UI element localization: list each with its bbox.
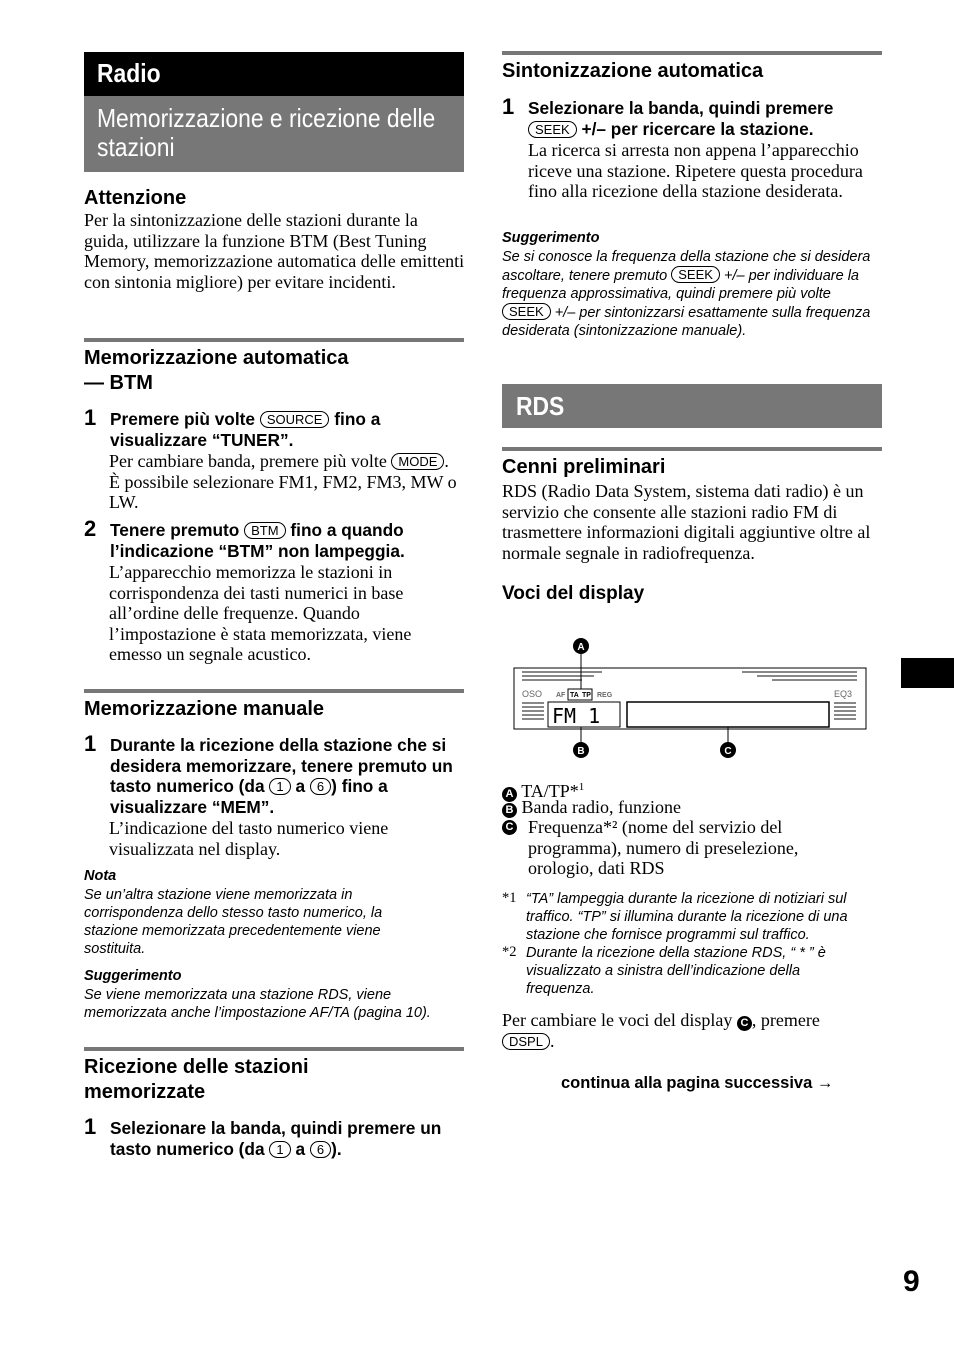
attention-heading: Attenzione	[84, 187, 187, 209]
step-number: 2	[84, 516, 97, 541]
step-text: Selezionare la banda, quindi premere un tasto numerico (da	[110, 1118, 442, 1159]
marker-a-label: A	[577, 642, 585, 653]
sugg-heading: Suggerimento	[84, 968, 182, 984]
source-key: SOURCE	[260, 411, 330, 428]
body-text: .	[549, 1031, 555, 1051]
step-text: fino a quando l’indicazione “BTM” non lampeggia.	[110, 520, 405, 561]
marker-c: C	[502, 820, 517, 835]
seek-key: SEEK	[671, 266, 720, 283]
btm-heading-2: — BTM	[84, 372, 153, 394]
step-text: visualizzare “TUNER”.	[110, 429, 294, 450]
recall-heading-2: memorizzate	[84, 1081, 206, 1103]
manual-step1	[110, 735, 464, 817]
key-1: 1	[269, 1141, 290, 1158]
fn2-mark: *2	[502, 944, 517, 960]
body-text: , premere	[751, 1010, 820, 1030]
manual-step1-body: L’indicazione del tasto numerico viene visualizzata nel display.	[109, 818, 389, 859]
marker-b-label: B	[577, 746, 585, 757]
step-number: 1	[84, 731, 97, 756]
arrow-right-icon: →	[816, 1074, 834, 1092]
sugg-heading: Suggerimento	[502, 230, 600, 246]
display-oso: OSO	[522, 689, 543, 699]
seek-key: SEEK	[502, 303, 551, 320]
recall-step1	[110, 1118, 464, 1159]
step-number: 1	[84, 1114, 97, 1139]
continue-text: continua alla pagina successiva	[561, 1074, 813, 1092]
cenni-heading: Cenni preliminari	[502, 456, 666, 478]
display-reg: REG	[597, 692, 613, 699]
body-text: Per cambiare le voci del display	[502, 1010, 733, 1030]
btm-step1	[110, 409, 464, 450]
legend-text: TA/TP*	[521, 781, 579, 801]
btm-step2	[110, 520, 464, 561]
divider	[84, 338, 464, 342]
nota-text: Se un’altra stazione viene memorizzata in corrispondenza dello stesso tasto numerico, la stazione memorizzata precedentemente viene sostituita.	[84, 887, 383, 957]
manual-heading: Memorizzazione manuale	[84, 698, 325, 720]
seek-key: SEEK	[528, 121, 577, 138]
dspl-key: DSPL	[502, 1033, 550, 1050]
sugg-text: Se viene memorizzata una stazione RDS, viene memorizzata anche l’impostazione AF/TA (pagina 10).	[84, 987, 431, 1021]
rds-title: RDS	[516, 391, 565, 421]
display-diagram	[502, 630, 882, 765]
btm-step1-body	[109, 451, 464, 513]
display-fm1: FM 1	[552, 704, 601, 728]
attention-text: Per la sintonizzazione delle stazioni durante la guida, utilizzare la funzione BTM (Best Tuning Memory, memorizzazione automatica delle emittenti con sintonia migliore) per evitare incidenti.	[84, 210, 465, 292]
legend-sup: 1	[578, 781, 585, 793]
nota-heading: Nota	[84, 868, 117, 884]
display-tp: TP	[582, 692, 591, 699]
display-ta: TA	[570, 692, 579, 699]
section-tab	[901, 658, 954, 688]
legend-c	[502, 817, 842, 879]
change-display-text	[502, 1010, 884, 1052]
divider	[84, 1047, 464, 1051]
step-text: fino a	[334, 409, 381, 429]
legend-text: Frequenza*² (nome del servizio del programma), numero di preselezione, orologio, dati RDS	[528, 817, 799, 878]
step-text: Durante la ricezione della stazione che si desidera memorizzare, tenere premuto un tasto numerico (da	[110, 735, 453, 796]
radio-title-bar	[84, 52, 464, 96]
section-title: Memorizzazione e ricezione delle stazioni	[97, 103, 436, 162]
key-6: 6	[310, 1141, 331, 1158]
note-text: Se si conosce la frequenza della stazione che si desidera ascoltare, tenere premuto	[502, 249, 871, 284]
rds-title-bar	[502, 384, 882, 428]
marker-c-label: C	[724, 746, 732, 757]
legend-b	[502, 797, 832, 818]
note-text: +/– per individuare la frequenza approssimativa, quindi premere più volte	[502, 268, 860, 302]
marker-c: C	[737, 1016, 752, 1031]
auto-heading: Sintonizzazione automatica	[502, 60, 764, 82]
page-number: 9	[903, 1265, 920, 1298]
fn1-mark: *1	[502, 890, 517, 906]
section-title-bar	[84, 96, 464, 172]
btm-step2-body: L’apparecchio memorizza le stazioni in corrispondenza dei tasti numerici in base all’ordine delle frequenze. Quando l’impostazione è stata memorizzata, viene emesso un segnale acustico.	[109, 562, 412, 664]
btm-key: BTM	[244, 522, 285, 539]
auto-step1-body: La ricerca si arresta non appena l’apparecchio riceve una stazione. Ripetere questa procedura fino alla ricezione della stazione desiderata.	[528, 140, 863, 201]
continue-note	[561, 1074, 833, 1093]
marker-b: B	[502, 803, 517, 818]
step-text: ).	[331, 1138, 342, 1159]
cenni-text: RDS (Radio Data System, sistema dati radio) è un servizio che consente alle stazioni radio FM di trasmettere informazioni digitali aggiuntive oltre al normale segnale in radiofrequenza.	[502, 481, 871, 563]
display-eq3: EQ3	[834, 689, 853, 699]
mode-key: MODE	[391, 453, 444, 470]
body-text: . È possibile selezionare FM1, FM2, FM3, MW o LW.	[109, 451, 457, 512]
sugg-text	[502, 248, 872, 340]
display-af: AF	[556, 692, 566, 699]
btm-heading-1: Memorizzazione automatica	[84, 347, 349, 369]
legend-text: Banda radio, funzione	[521, 797, 681, 817]
step-text: a	[295, 1138, 306, 1159]
key-6: 6	[310, 778, 331, 795]
divider	[84, 689, 464, 693]
step-text: Tenere premuto	[110, 520, 240, 540]
step-number: 1	[84, 405, 97, 430]
radio-title: Radio	[97, 58, 161, 88]
step-text: ) fino a visualizzare “MEM”.	[110, 776, 388, 817]
auto-step1	[528, 98, 882, 139]
step-text: Selezionare la banda, quindi premere	[528, 98, 834, 118]
step-text: a	[295, 776, 306, 796]
step-text: +/– per ricercare la stazione.	[581, 118, 814, 139]
fn2-text: Durante la ricezione della stazione RDS, “ * ” è visualizzato a sinistra dell’indicazione della frequenza.	[526, 945, 826, 997]
fn1-text: “TA” lampeggia durante la ricezione di notiziari sul traffico. “TP” si illumina durante la ricezione di una stazione che fornisce programmi sul traffico.	[526, 891, 848, 943]
key-1: 1	[269, 778, 290, 795]
note-text: +/– per sintonizzarsi esattamente sulla frequenza desiderata (sintonizzazione manuale).	[502, 305, 871, 339]
marker-a: A	[502, 787, 517, 802]
voci-heading: Voci del display	[502, 583, 645, 604]
divider	[502, 51, 882, 55]
step-number: 1	[502, 94, 515, 119]
recall-heading-1: Ricezione delle stazioni	[84, 1056, 309, 1078]
step-text: Premere più volte	[110, 409, 256, 429]
divider	[502, 447, 882, 451]
body-text: Per cambiare banda, premere più volte	[109, 451, 387, 471]
